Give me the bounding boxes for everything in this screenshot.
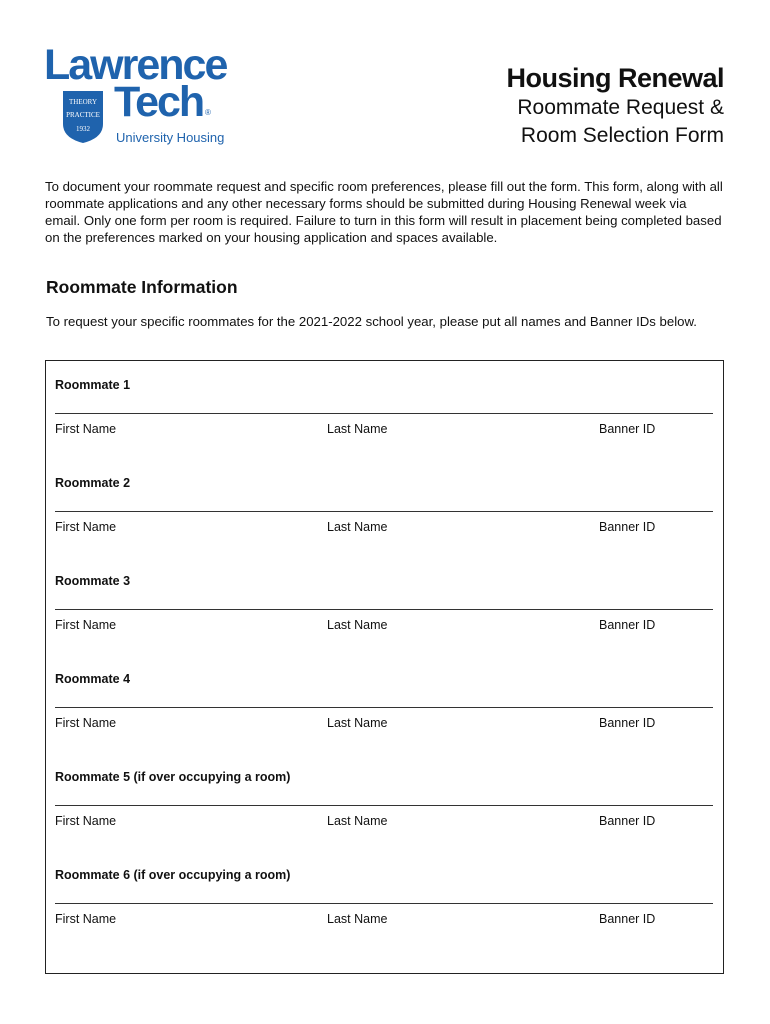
page-subtitle-line1: Roommate Request &: [517, 96, 724, 119]
first-name-label: First Name: [55, 912, 117, 926]
svg-text:THEORY: THEORY: [69, 98, 97, 106]
first-name-label: First Name: [55, 422, 117, 436]
logo-subtitle: University Housing: [116, 130, 225, 145]
roommate-entry-line[interactable]: [55, 413, 713, 414]
roommate-entry-line[interactable]: [55, 707, 713, 708]
first-name-label: First Name: [55, 814, 117, 828]
svg-text:PRACTICE: PRACTICE: [66, 111, 100, 119]
roommate-3-block: [55, 574, 713, 634]
banner-id-label: Banner ID: [599, 520, 656, 534]
last-name-label: Last Name: [327, 422, 388, 436]
roommate-entry-line[interactable]: [55, 511, 713, 512]
banner-id-label: Banner ID: [599, 422, 656, 436]
last-name-label: Last Name: [327, 716, 388, 730]
roommate-label: Roommate 1: [55, 378, 131, 392]
roommate-1-block: [55, 378, 713, 438]
roommate-label: Roommate 6 (if over occupying a room): [55, 868, 291, 882]
section-instructions: To request your specific roommates for the 2021-2022 school year, please put all names and Banner IDs below.: [46, 314, 697, 329]
roommate-entry-line[interactable]: [55, 903, 713, 904]
roommate-6-block: [55, 868, 713, 928]
roommate-label: Roommate 5 (if over occupying a room): [55, 770, 291, 784]
roommate-entry-line[interactable]: [55, 609, 713, 610]
roommate-5-block: [55, 770, 713, 830]
banner-id-label: Banner ID: [599, 618, 656, 632]
banner-id-label: Banner ID: [599, 814, 656, 828]
roommate-label: Roommate 2: [55, 476, 131, 490]
roommate-entry-line[interactable]: [55, 805, 713, 806]
logo-wordmark-tech: Tech: [114, 78, 204, 126]
university-seal-icon: [62, 90, 104, 144]
roommate-4-block: [55, 672, 713, 732]
page-subtitle-line2: Room Selection Form: [520, 124, 724, 147]
registered-mark: ®: [205, 108, 211, 117]
lawrence-tech-logo: [44, 41, 234, 154]
roommate-form-box: [45, 360, 724, 974]
section-heading: Roommate Information: [46, 277, 238, 297]
last-name-label: Last Name: [327, 520, 388, 534]
svg-text:1932: 1932: [76, 125, 90, 133]
intro-paragraph: To document your roommate request and specific room preferences, please fill out the form. This form, along with all roommate applications and any other necessary forms should be submitted during Housing Renewal week via email. Only one form per room is required. Failure to turn in this form will result in placement being completed based on the preferences marked on your housing application and spaces available.: [45, 179, 723, 245]
logo-wordmark-lawrence: Lawrence: [44, 41, 227, 89]
roommate-2-block: [55, 476, 713, 536]
banner-id-label: Banner ID: [599, 912, 656, 926]
last-name-label: Last Name: [327, 814, 388, 828]
first-name-label: First Name: [55, 618, 117, 632]
roommate-label: Roommate 3: [55, 574, 131, 588]
form-title-block: [506, 62, 724, 150]
first-name-label: First Name: [55, 520, 117, 534]
last-name-label: Last Name: [327, 912, 388, 926]
banner-id-label: Banner ID: [599, 716, 656, 730]
page-title: Housing Renewal: [506, 63, 724, 93]
last-name-label: Last Name: [327, 618, 388, 632]
roommate-label: Roommate 4: [55, 672, 131, 686]
first-name-label: First Name: [55, 716, 117, 730]
